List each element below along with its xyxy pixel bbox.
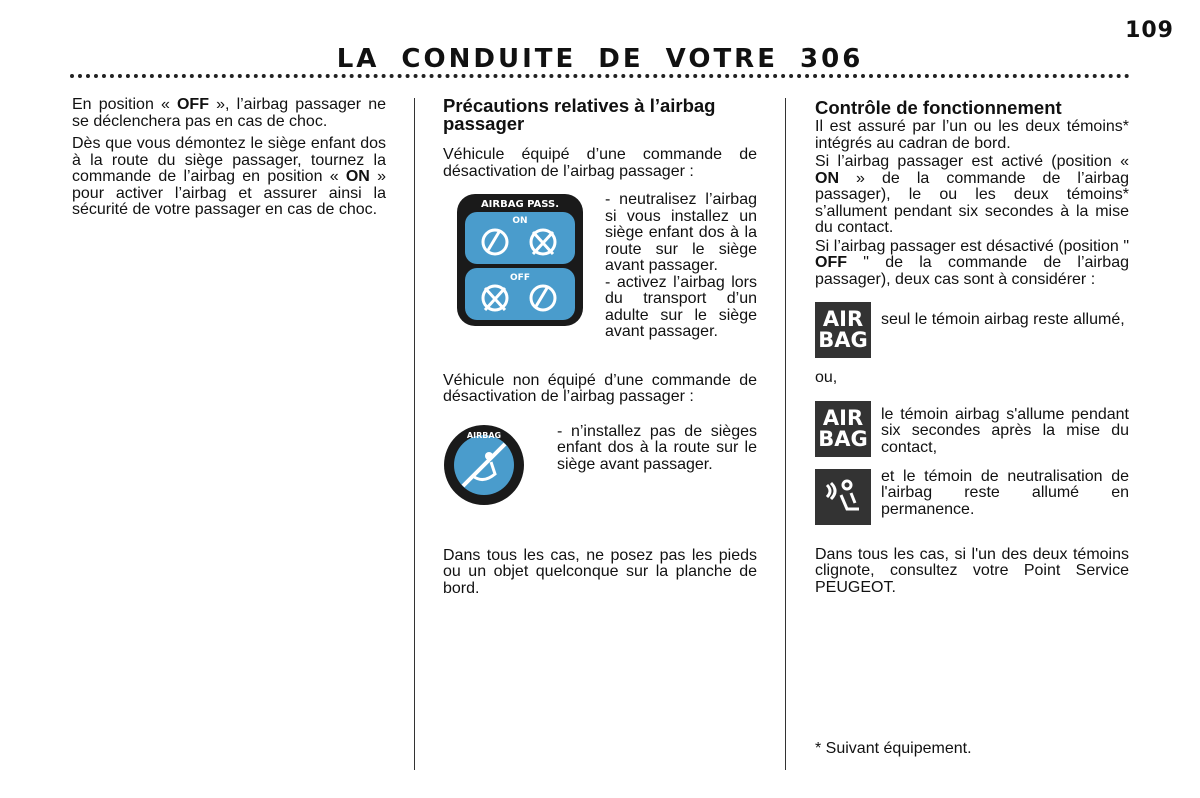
case-one-text: seul le témoin airbag reste allumé,: [881, 311, 1125, 328]
text: En position «: [72, 96, 177, 113]
feet-warning: Dans tous les cas, ne posez pas les pieds ou un objet quelconque sur la planche de bord.: [443, 546, 757, 597]
badge-line: AIR: [822, 307, 864, 331]
neutralization-row: [815, 469, 1129, 525]
text: », l’airbag passager ne se déclenchera pas en cas de choc.: [72, 96, 387, 130]
non-equipped-vehicle-intro: Véhicule non équipé d’une commande de désactivation de l’airbag passager :: [443, 371, 757, 405]
airbag-warning-icon: [815, 302, 871, 358]
activated-paragraph: [815, 154, 1129, 237]
case-two-text: le témoin airbag s'allume pendant six secondes après la mise du contact,: [881, 405, 1129, 456]
bullet-activate: - activez l’airbag lors du transport d’un adulte sur le siège avant passager.: [605, 273, 757, 340]
sticker-label: AIRBAG: [466, 430, 502, 440]
switch-label: AIRBAG PASS.: [480, 199, 560, 210]
on-label: ON: [345, 168, 370, 185]
equipped-bullets: [605, 192, 757, 341]
non-equipped-bullets: [557, 424, 757, 474]
column-right: [815, 97, 1129, 757]
bullet-neutralize: - neutralisez l’airbag si vous installez un siège enfant dos à la route sur le siège avant passager.: [605, 191, 757, 274]
column-divider-right: [785, 98, 786, 770]
off-position-paragraph: [72, 97, 386, 130]
operation-check-heading: Contrôle de fonctionnement: [815, 97, 1062, 118]
equipped-vehicle-intro: Véhicule équipé d’une commande de désactivation de l’airbag passager :: [443, 146, 757, 180]
badge-line: BAG: [818, 328, 868, 352]
column-middle: [443, 97, 757, 603]
switch-row: [443, 192, 757, 341]
text: Dès que vous démontez le siège enfant dos à la route du siège passager, tournez la commande de l’airbag en position «: [72, 135, 386, 185]
airbag-switch-icon: [455, 192, 587, 330]
text: » de la commande de l’airbag passager), le ou les deux témoins* s’allument pendant six secondes à la mise du contact.: [815, 169, 1129, 236]
airbag-neutralization-icon: [815, 469, 871, 525]
footnote: * Suivant équipement.: [815, 740, 972, 757]
warning-lamps-paragraph: Il est assuré par l’un ou les deux témoins* intégrés au cadran de bord.: [815, 118, 1129, 152]
deactivated-paragraph: [815, 239, 1129, 289]
column-left: [72, 97, 386, 225]
no-child-seat-icon: [443, 424, 525, 506]
text: Si l’airbag passager est désactivé (position ": [815, 237, 1129, 255]
case-one-row: [815, 302, 1129, 358]
on-label: ON: [815, 169, 839, 187]
bullet-no-child-seat: - n’installez pas de sièges enfant dos à la route sur le siège avant passager.: [557, 422, 757, 473]
neutralization-text: et le témoin de neutralisation de l'airbag reste allumé en permanence.: [881, 467, 1129, 518]
precautions-heading: Précautions relatives à l’airbag passager: [443, 95, 716, 134]
badge-line: BAG: [818, 426, 868, 451]
text: Si l’airbag passager est activé (position «: [815, 153, 1129, 170]
blinking-advice: Dans tous les cas, si l'un des deux témoins clignote, consultez votre Point Service PEUGEOT.: [815, 545, 1129, 596]
or-text: ou,: [815, 369, 838, 386]
title-dotted-rule: [70, 74, 1130, 78]
switch-off-label: OFF: [510, 273, 530, 283]
text: » pour activer l’airbag et assurer ainsi la sécurité de votre passager en cas de choc.: [72, 168, 387, 218]
switch-on-label: ON: [512, 216, 528, 226]
sticker-row: [443, 424, 757, 506]
off-label: OFF: [176, 96, 209, 113]
off-label: OFF: [815, 254, 847, 271]
badge-line: AIR: [822, 405, 864, 430]
page-number: 109: [1125, 18, 1174, 43]
page-title: LA CONDUITE DE VOTRE 306: [336, 44, 864, 74]
case-two-row: [815, 401, 1129, 457]
column-divider-left: [414, 98, 415, 770]
on-position-paragraph: [72, 136, 386, 219]
airbag-warning-icon: [815, 401, 871, 457]
text: " de la commande de l’airbag passager), deux cas sont à considérer :: [815, 254, 1129, 288]
